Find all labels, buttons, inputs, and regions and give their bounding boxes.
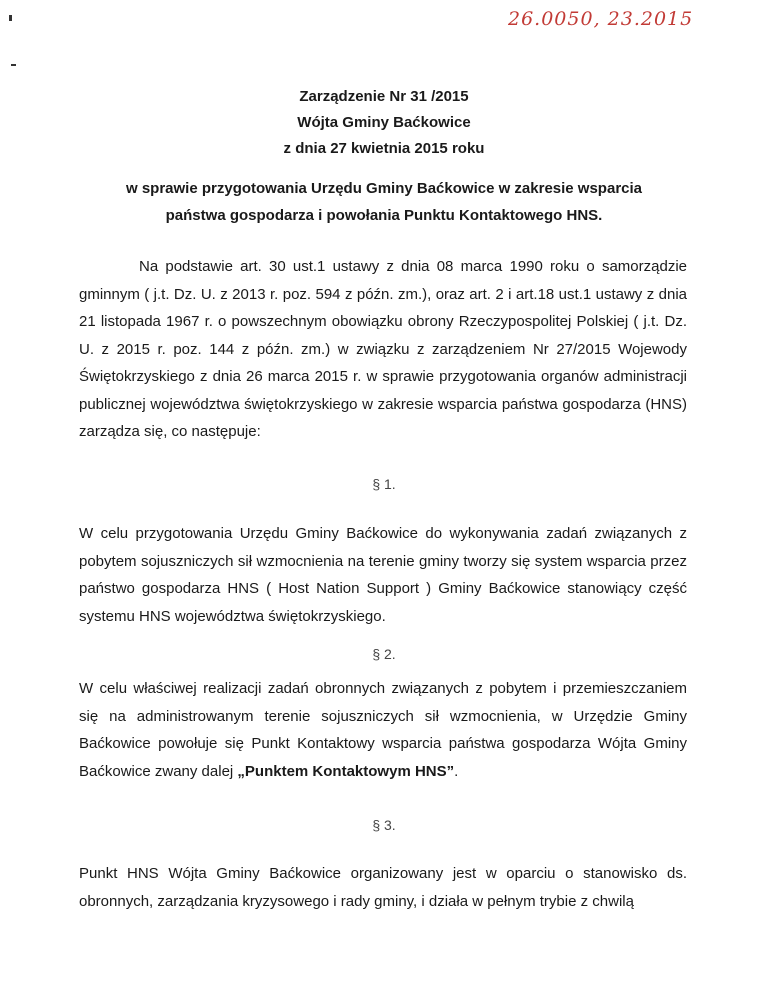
section-paragraph xyxy=(79,675,687,785)
section-heading: § 1. xyxy=(372,476,396,492)
section-paragraph: Punkt HNS Wójta Gminy Baćkowice organizowany jest w oparciu o stanowisko ds. obronnych, zarządzania kryzysowego i rady gminy, i działa w pełnym trybie z chwilą xyxy=(79,865,687,910)
document-issuer: Wójta Gminy Baćkowice xyxy=(297,114,471,131)
scan-mark xyxy=(9,15,12,21)
section-paragraph: W celu przygotowania Urzędu Gminy Baćkowice do wykonywania zadań związanych z pobytem sojuszniczych sił wzmocnienia na terenie gminy tworzy się system wsparcia przez państwo gospodarza HNS ( Host Nation Support ) Gminy Baćkowice stanowiący część systemu HNS województwa świętokrzyskiego. xyxy=(79,525,687,625)
document-date: z dnia 27 kwietnia 2015 roku xyxy=(283,140,485,157)
section-heading: § 2. xyxy=(372,646,396,662)
document-title: Zarządzenie Nr 31 /2015 xyxy=(299,88,469,105)
section-heading: § 3. xyxy=(372,817,396,833)
handwritten-reference-number: 26.0050, 23.2015 xyxy=(508,8,694,30)
document-subject-line1: w sprawie przygotowania Urzędu Gminy Baćkowice w zakresie wsparcia xyxy=(125,180,643,197)
scan-mark xyxy=(11,64,16,66)
section-paragraph-emphasis: „Punktem Kontaktowym HNS” xyxy=(237,762,455,780)
preamble-paragraph: Na podstawie art. 30 ust.1 ustawy z dnia 08 marca 1990 roku o samorządzie gminnym ( j.t. Dz. U. z 2013 r. poz. 594 z późn. zm.), oraz art. 2 i art.18 ust.1 ustawy z dnia 21 listopada 1967 r. o powszechnym obowiązku obrony Rzeczypospolitej Polskiej ( j.t. Dz. U. z 2015 r. poz. 144 z późn. zm.) w związku z zarządzeniem Nr 27/2015 Wojewody Świętokrzyskiego z dnia 26 marca 2015 r. w sprawie przygotowania organów administracji publicznej województwa świętokrzyskiego w zakresie wsparcia państwa gospodarza (HNS) zarządza się, co następuje: xyxy=(79,258,687,440)
document-subject-line2: państwa gospodarza i powołania Punktu Kontaktowego HNS. xyxy=(165,207,603,224)
section-paragraph-text: W celu właściwej realizacji zadań obronnych związanych z pobytem i przemieszczaniem się na administrowanym terenie sojuszniczych sił wzmocnienia, w Urzędzie Gminy Baćkowice powołuje się Punkt Kontaktowy wsparcia państwa gospodarza Wójta Gminy Baćkowice zwany dalej xyxy=(79,680,687,780)
section-paragraph-end: . xyxy=(454,762,459,780)
